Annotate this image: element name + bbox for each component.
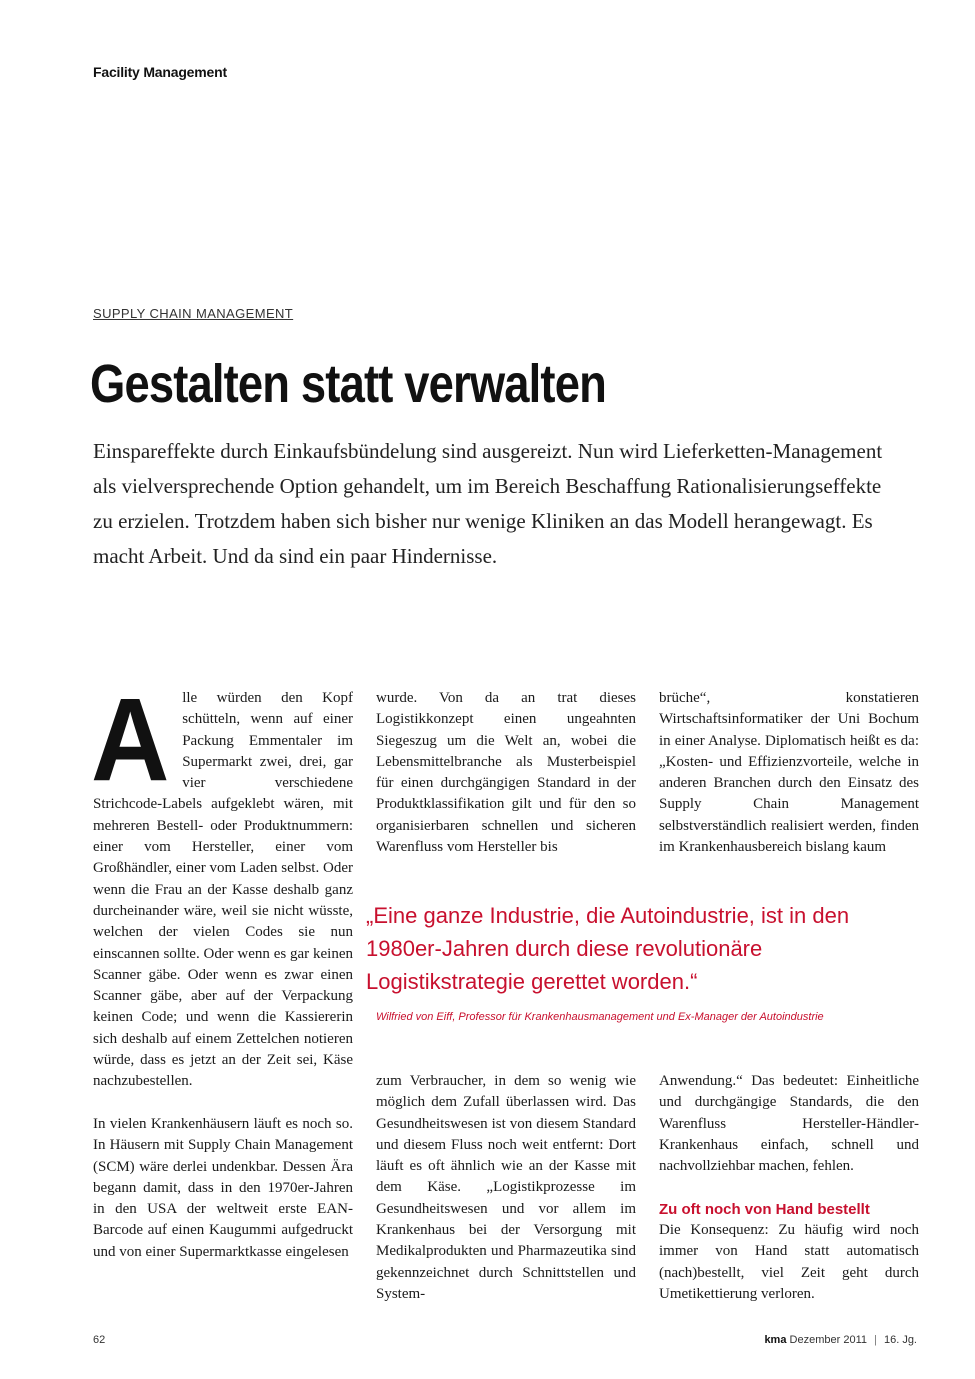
article-lead: Einspareffekte durch Einkaufsbündelung sind ausgereizt. Nun wird Lieferketten-Management als vielversprechende Option gehandelt, um im Bereich Beschaffung Rationalisierungseffekte zu erzielen. Trotzdem haben sich bisher nur wenige Kliniken an das Modell herangewagt. Es macht Arbeit. Und da sind ein paar Hindernisse. [93, 439, 883, 568]
drop-cap: A [91, 674, 170, 806]
issue-info [764, 1334, 917, 1346]
section-label: Facility Management [93, 64, 227, 80]
footer-separator: | [874, 1334, 877, 1346]
column-2-bottom [376, 1071, 636, 1305]
column-2-top [376, 688, 636, 858]
body-paragraph: wurde. Von da an trat dieses Logistikkonzept einen ungeahnten Siegeszug um die Welt an, wobei die Lebensmittelbranche als Musterbeispiel für einen durchgängigen Standard in der Produktklassifikation gilt und für den so organisierbaren schnellen und sicheren Warenfluss vom Hersteller bis [376, 690, 636, 856]
body-paragraph: brüche“, konstatieren Wirtschaftsinformatiker der Uni Bochum in einer Analyse. Diplomatisch heißt es da: „Kosten- und Effizienzvorteile, welche in anderen Branchen durch den Einsatz des Supply Chain Management selbstverständlich realisiert werden, finden im Krankenhausbereich bislang kaum [659, 690, 919, 856]
issue-volume: 16. Jg. [883, 1334, 917, 1346]
page-number: 62 [93, 1334, 106, 1346]
column-3-bottom [659, 1071, 919, 1305]
body-paragraph: Die Konsequenz: Zu häufig wird noch immer von Hand statt automatisch (nach)bestellt, viel Zeit geht durch Umetikettierung verloren. [659, 1222, 919, 1302]
column-1 [91, 674, 353, 1263]
article-kicker: SUPPLY CHAIN MANAGEMENT [93, 306, 294, 321]
body-paragraph: zum Verbraucher, in dem so wenig wie möglich dem Zufall überlassen wird. Das Gesundheitswesen ist von diesem Standard und diesem Fluss noch weit entfernt: Dort läuft es oft ähnlich wie an der Kasse mit dem Käse. „Logistikprozesse im Gesundheitswesen und vor allem im Krankenhaus bei der Versorgung mit Medikalprodukten und Pharmazeutika sind gekennzeichnet durch Schnittstellen und System- [376, 1073, 636, 1302]
body-paragraph [91, 674, 353, 1093]
paragraph-text: lle würden den Kopf schütteln, wenn auf einer Packung Emmentaler im Supermarkt zwei, drei, gar vier verschiedene Strichcode-Labels aufgeklebt wären, mit mehreren Bestell- oder Produktnummern: einer vom Hersteller, einer vom Großhändler, einer vom Laden selbst. Oder wenn die Frau an der Kasse deshalb ganz durcheinander wäre, weil sie nicht wüsste, welchen der vielen Codes sie nun einscannen sollte. Oder wenn es gar keinen Scanner gäbe. Oder wenn es zwar einen Scanner gäbe, aber auf der Verpackung keinen Code; und wenn die Kassiererin sich deshalb auf einem Zettelchen notieren würde, dass es jetzt an der Zeit sei, Käse nachzubestellen. [93, 690, 353, 1090]
magazine-name: kma [764, 1334, 787, 1346]
article-headline: Gestalten statt verwalten [90, 354, 606, 414]
issue-date: Dezember 2011 [789, 1334, 867, 1346]
quote-attribution: Wilfried von Eiff, Professor für Krankenhausmanagement und Ex-Manager der Autoindustrie [376, 1011, 824, 1023]
body-paragraph: In vielen Krankenhäusern läuft es noch so. In Häusern mit Supply Chain Management (SCM) wäre derlei undenkbar. Dessen Ära begann damit, dass in den 1970er-Jahren in den USA der weltweit erste EAN-Barcode auf einen Kaugummi aufgedruckt und von einer Supermarktkasse eingelesen [93, 1115, 353, 1260]
column-3-top [659, 688, 919, 858]
pull-quote: „Eine ganze Industrie, die Autoindustrie, ist in den 1980er-Jahren durch diese revolutionäre Logistikstrategie gerettet worden.“ [366, 903, 850, 994]
subheading: Zu oft noch von Hand bestellt [659, 1200, 870, 1218]
body-paragraph: Anwendung.“ Das bedeutet: Einheitliche und durchgängige Standards, die den Warenfluss Hersteller-Händler-Krankenhaus einfach, schnell und nachvollziehbar machen, fehlen. [659, 1073, 919, 1175]
